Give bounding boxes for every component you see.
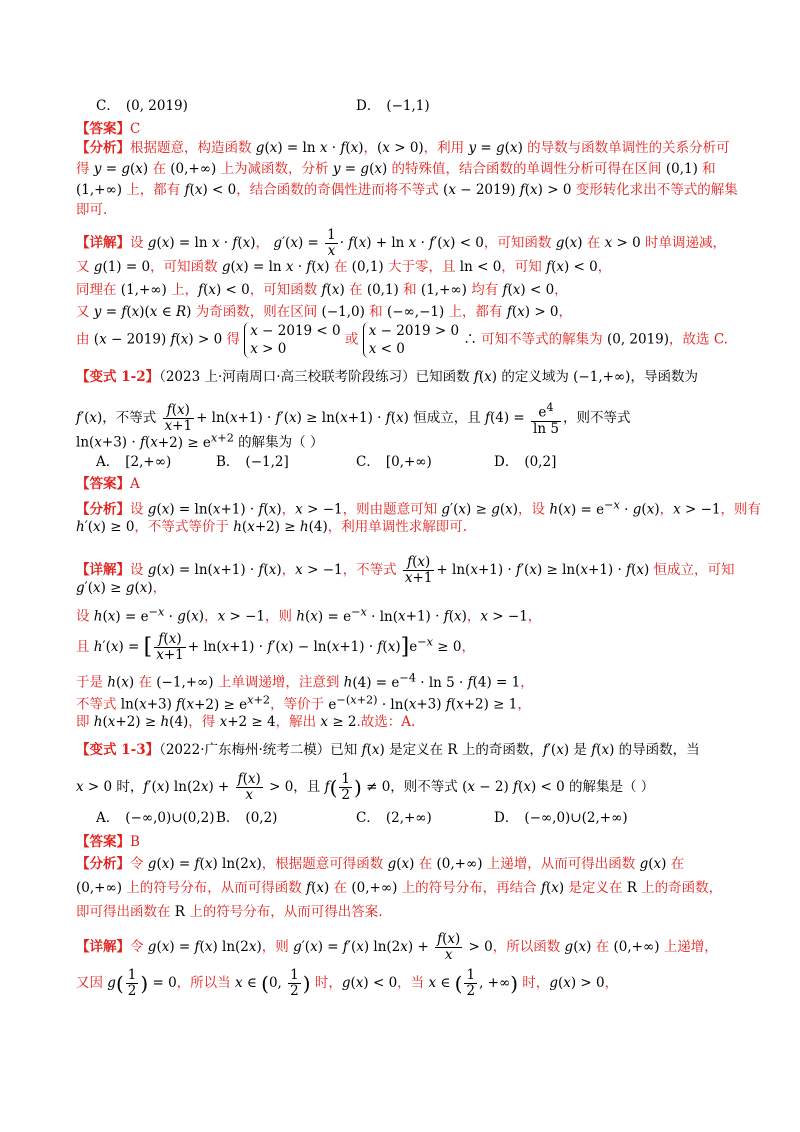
option-d <box>356 96 430 116</box>
q1-detail-line-3: 同理在 (1,+∞) 上，f(x) < 0，可知函数 f(x) 在 (0,1) 和 (1,+∞) 均有 f(x) < 0， <box>76 282 568 298</box>
option-d-label: D． <box>356 98 381 114</box>
q3-analysis-line-1: 【分析】令 g(x) = f(x) ln(2x)，根据题意可得函数 g(x) 在 (0,+∞) 上递增，从而可得出函数 g(x) 在 <box>76 856 685 872</box>
q2-tag: 【变式 1-2】 <box>76 369 160 385</box>
analysis-tag: 【分析】 <box>76 856 130 872</box>
q2-analysis-line-2: h′(x) ≥ 0，不等式等价于 h(x+2) ≥ h(4)，利用单调性求解即可. <box>76 519 468 535</box>
q3-stem-line-2: x > 0 时，f′(x) ln(2x) + $\frac{f(x)}{x}$ > 0，且 f( $\frac{1}{2}$ ) ≠ 0，则不等式 (x − 2) f(x) < 0 的解集是（ ） <box>76 771 655 803</box>
detail-tag: 【详解】 <box>76 235 130 251</box>
q2-option-c: C． [0,+∞) <box>356 454 432 470</box>
q3-stem-line-1: 【变式 1-3】（2022·广东梅州·统考二模）已知 f(x) 是定义在 R 上的奇函数，f′(x) 是 f(x) 的导函数，当 <box>76 742 700 758</box>
q1-analysis-line-2: 得 y = g(x) 在 (0,+∞) 上为减函数，分析 y = g(x) 的特殊值，结合函数的单调性分析可得在区间 (0,1) 和 <box>76 161 716 177</box>
q3-option-a: A． (−∞,0)∪(0,2) <box>96 810 215 826</box>
analysis-tag: 【分析】 <box>76 501 130 518</box>
q1-detail-line-5: 由 (x − 2019) f(x) > 0 得 x − 2019 < 0 x > 0 或 x − 2019 > 0 x < 0 ∴ 可知不等式的解集为 (0, 2019)，故选 C. <box>76 323 728 357</box>
q2-detail-line-3: 设 $h(x) = e^{-x} \cdot g(x)$，x > −1，则 $h(x) = e^{-x} \cdot \ln(x+1) \cdot f(x)$，x > −1， <box>76 605 542 625</box>
q2-detail-line-1: 【详解】设 g(x) = ln(x+1) · f(x)，x > −1，不等式 $\frac{f(x)}{x+1}$ + ln(x+1) · f′(x) ≥ ln(x+1) · f(x) 恒成立，可知 <box>76 554 735 586</box>
q2-option-a: A． [2,+∞) <box>96 454 172 470</box>
q3-analysis-line-3: 即可得出函数在 R 上的符号分布，从而可得出答案. <box>76 904 383 920</box>
answer-tag: 【答案】 <box>76 476 130 492</box>
q2-stem-line-1: 【变式 1-2】（2023 上·河南周口·高三校联考阶段练习）已知函数 f(x) 的定义域为 (−1,+∞)，导函数为 <box>76 369 698 385</box>
answer-value: B <box>130 834 140 850</box>
q2-option-d: D． (0,2] <box>494 454 557 470</box>
q2-analysis-line-1: 【分析】设 g(x) = ln(x+1) · f(x)，x > −1，则由题意可知 g′(x) ≥ g(x)，设 $h(x) = e^{-x} \cdot g(x)$，x > −1，则有 <box>76 498 762 518</box>
q3-analysis-line-2: (0,+∞) 上的符号分布，从而可得函数 f(x) 在 (0,+∞) 上的符号分布，再结合 f(x) 是定义在 R 上的奇函数， <box>76 880 723 896</box>
analysis-tag: 【分析】 <box>76 140 130 156</box>
q3-tag: 【变式 1-3】 <box>76 742 160 758</box>
q3-option-d: D． (−∞,0)∪(2,+∞) <box>494 810 628 826</box>
q2-detail-line-4: 且 h′(x) = [ $\frac{f(x)}{x+1}$ + $\ln(x+1) \cdot f'(x) - \ln(x+1) \cdot f(x)]e^{-x} \ge 0$， <box>76 631 475 663</box>
q2-option-b: B． (−1,2] <box>216 454 289 470</box>
q2-detail-line-6: 不等式 ln(x+3) $f(x+2) \ge e^{x+2}$，等价于 $e^{-(x+2)} \cdot \ln(x+3) f(x+2) \ge 1$， <box>76 693 531 713</box>
q2-stem-line-2: f′(x)，不等式 $\frac{f(x)}{x+1}$ + ln(x+1) · f′(x) ≥ ln(x+1) · f(x) 恒成立，且 f(4) = $\frac{e^4}{\ln 5}$ ，则不等式 <box>76 401 631 437</box>
q3-option-b: B． (0,2) <box>216 810 278 826</box>
q2-detail-line-7: 即 h(x+2) ≥ h(4)，得 x+2 ≥ 4，解出 x ≥ 2.故选：A. <box>76 714 416 730</box>
q2-answer <box>76 474 140 494</box>
answer-value: C <box>130 121 141 137</box>
q2-detail-line-5: 于是 h(x) 在 (−1,+∞) 上单调递增，注意到 $h(4) = e^{-4} \cdot \ln 5 \cdot f(4) = 1$， <box>76 671 534 691</box>
q3-answer <box>76 832 140 852</box>
detail-tag: 【详解】 <box>76 939 130 955</box>
answer-tag: 【答案】 <box>76 834 130 850</box>
q3-detail-line-1: 【详解】令 g(x) = f(x) ln(2x)，则 g′(x) = f′(x) ln(2x) + $\frac{f(x)}{x}$ > 0，所以函数 g(x) 在 (0,+∞) 上递增， <box>76 931 718 963</box>
q1-analysis-line-1: 【分析】根据题意，构造函数 g(x) = ln x · f(x)，(x > 0)，利用 y = g(x) 的导数与函数单调性的关系分析可 <box>76 140 730 156</box>
q1-analysis-line-4: 即可. <box>76 202 108 218</box>
q3-source: （2022·广东梅州·统考二模） <box>159 742 331 758</box>
option-c-label: C． <box>96 98 120 114</box>
q1-detail-line-2: 又 g(1) = 0，可知函数 g(x) = ln x · f(x) 在 (0,1) 大于零，且 ln < 0，可知 f(x) < 0， <box>76 259 612 275</box>
q1-analysis-line-3: (1,+∞) 上，都有 f(x) < 0，结合函数的奇偶性进而将不等式 (x − 2019) f(x) > 0 变形转化求出不等式的解集 <box>76 182 738 198</box>
detail-tag: 【详解】 <box>76 562 130 578</box>
q2-stem-line-3: $\ln(x+3) \cdot f(x+2) \ge e^{x+2}$ 的解集为（ ） <box>76 431 324 451</box>
option-c-value: (0, 2019) <box>125 98 188 114</box>
option-c <box>96 96 188 116</box>
answer-value: A <box>130 476 140 492</box>
q1-detail-line-1: 【详解】设 g(x) = ln x · f(x)， g′(x) = $\frac{1}{x}$ · f(x) + ln x · f′(x) < 0，可知函数 g(x) 在 x > 0 时单调递减， <box>76 227 727 259</box>
q3-option-c: C． (2,+∞) <box>356 810 432 826</box>
q1-answer <box>76 119 140 139</box>
option-d-value: (−1,1) <box>386 98 430 114</box>
q2-detail-line-2: g′(x) ≥ g(x)， <box>76 580 167 596</box>
answer-tag: 【答案】 <box>76 121 130 137</box>
q1-detail-line-4: 又 y = f(x)(x ∈ R) 为奇函数，则在区间 (−1,0) 和 (−∞,−1) 上，都有 f(x) > 0， <box>76 304 573 320</box>
q3-detail-line-2: 又因 g( $\frac{1}{2}$ ) = 0，所以当 x ∈ (0, $\frac{1}{2}$ ) 时，g(x) < 0，当 x ∈ ( $\frac{1}{2}$ , +∞) 时，g(x) > 0， <box>76 967 619 999</box>
q2-source: （2023 上·河南周口·高三校联考阶段练习） <box>159 369 416 385</box>
